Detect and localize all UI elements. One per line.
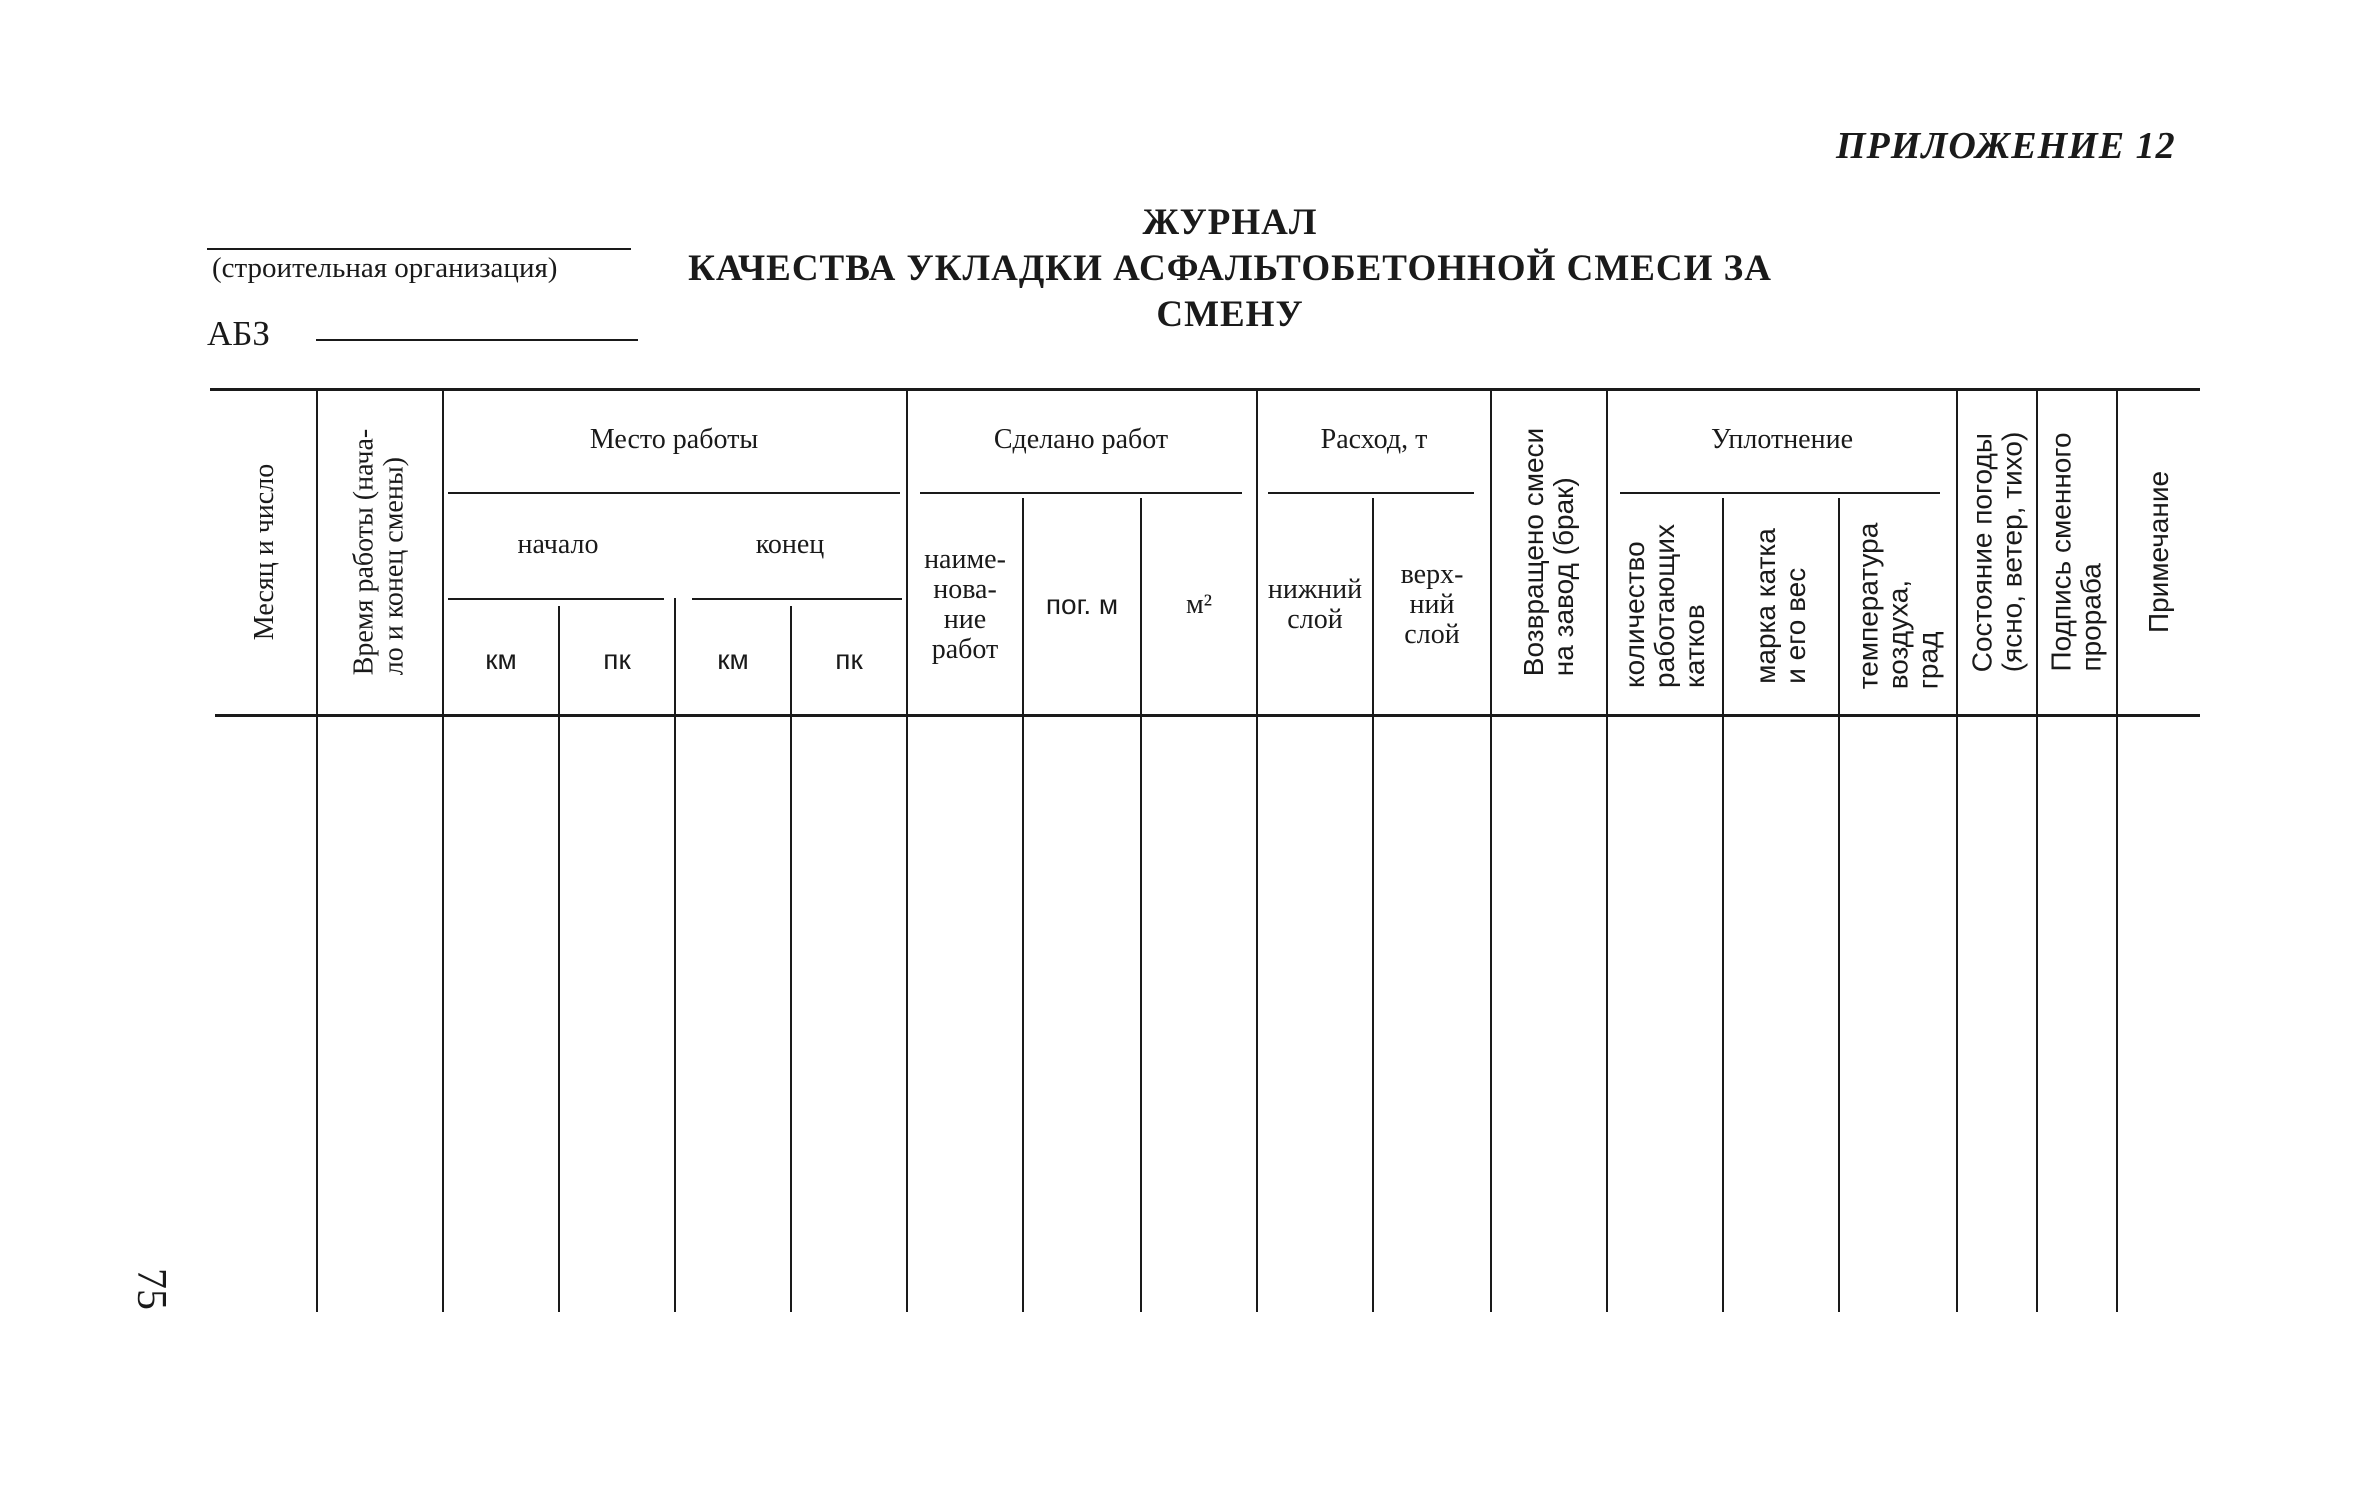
note-header: Примечание xyxy=(2143,470,2175,634)
signature-header: Подпись сменного прораба xyxy=(2046,432,2107,672)
square-m-header: м² xyxy=(1185,589,1213,620)
table-header-rule xyxy=(215,714,2200,717)
consumption-group-header: Расход, т xyxy=(1320,424,1428,455)
roller-brand-header: марка катка и его вес xyxy=(1750,528,1812,684)
pk-end-header: пк xyxy=(835,644,863,675)
done-group-header: Сделано работ xyxy=(993,424,1169,455)
pk-start-header: пк xyxy=(603,644,631,675)
organization-caption: (строительная организация) xyxy=(212,252,558,284)
place-group-header: Место работы xyxy=(589,424,759,455)
compaction-group-rule xyxy=(1620,492,1940,494)
document-title xyxy=(680,200,1780,338)
place-group-rule xyxy=(448,492,900,494)
air-temperature-header: температура воздуха, град xyxy=(1852,522,1944,690)
returned-mix-header: Возвращено смеси на завод (брак) xyxy=(1518,427,1579,677)
rollers-count-header: количество работающих катков xyxy=(1619,524,1710,688)
km-end-header: км xyxy=(717,644,749,675)
consumption-group-rule xyxy=(1268,492,1474,494)
upper-layer-header: верх- ний слой xyxy=(1400,559,1464,650)
table-top-rule xyxy=(210,388,2200,391)
col-rule xyxy=(558,606,560,1312)
compaction-group-header: Уплотнение xyxy=(1711,424,1853,455)
page-number: 75 xyxy=(128,1268,174,1310)
abz-line xyxy=(316,339,638,341)
km-start-header: км xyxy=(485,644,517,675)
col-rule xyxy=(790,606,792,1312)
title-line-3: СМЕНУ xyxy=(1156,294,1304,335)
weather-header: Состояние погоды (ясно, ветер, тихо) xyxy=(1966,431,2028,673)
lower-layer-header: нижний слой xyxy=(1267,574,1363,635)
col-time-header: Время работы (нача- ло и конец смены) xyxy=(348,428,410,676)
end-subheader: конец xyxy=(755,529,825,560)
linear-m-header: пог. м xyxy=(1045,589,1119,620)
title-line-2: КАЧЕСТВА УКЛАДКИ АСФАЛЬТОБЕТОННОЙ СМЕСИ ЗА xyxy=(688,248,1772,289)
appendix-label: ПРИЛОЖЕНИЕ 12 xyxy=(1836,125,2176,167)
col-month-header: Месяц и число xyxy=(249,463,280,641)
work-name-header: наиме- нова- ние работ xyxy=(924,544,1006,665)
start-sub-rule xyxy=(448,598,664,600)
title-line-1: ЖУРНАЛ xyxy=(1142,202,1318,243)
start-subheader: начало xyxy=(517,529,599,560)
organization-line xyxy=(207,248,631,250)
done-group-rule xyxy=(920,492,1242,494)
end-sub-rule xyxy=(692,598,902,600)
abz-label: АБЗ xyxy=(207,314,270,353)
